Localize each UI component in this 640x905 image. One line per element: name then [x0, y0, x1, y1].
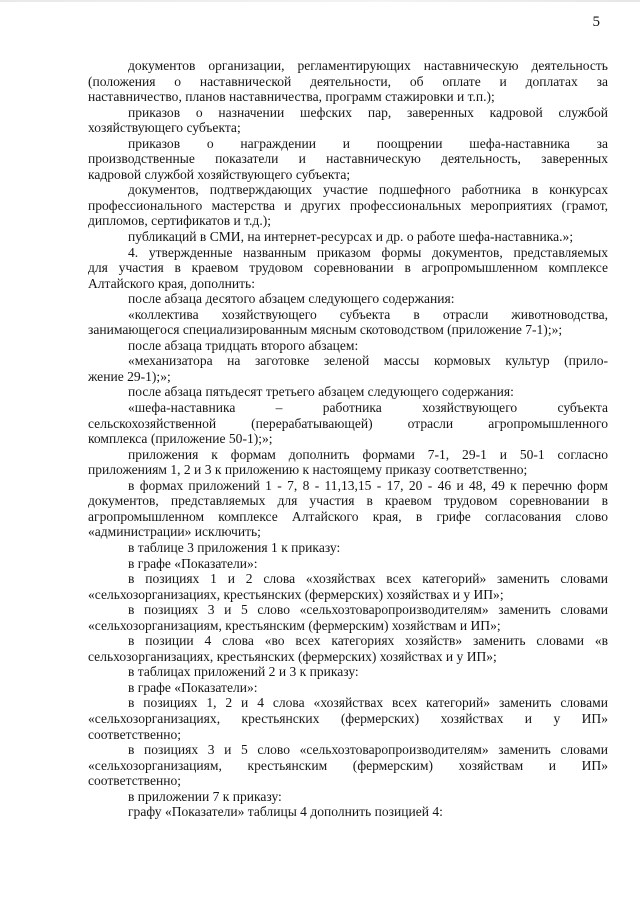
text-line: в формах приложений 1 - 7, 8 - 11,13,15 - 17, 20 - 46 и 48, 49 к перечню форм — [128, 477, 608, 493]
text-line: в таблицах приложений 2 и 3 к приказу: — [128, 664, 359, 680]
text-line: «механизатора на заготовке зеленой массы кормовых культур (прило- — [128, 353, 608, 369]
text-line: графу «Показатели» таблицы 4 дополнить позицией 4: — [128, 804, 443, 820]
text-line: «администрации» исключить; — [88, 524, 261, 540]
text-line: в таблице 3 приложения 1 к приказу: — [128, 539, 341, 555]
text-line: приложениям 1, 2 и 3 к приложению к настоящему приказу соответственно; — [88, 462, 528, 478]
page-number: 5 — [592, 14, 600, 30]
document-body — [88, 58, 608, 820]
scan-edge — [0, 0, 640, 2]
text-line: в позициях 1, 2 и 4 слова «хозяйствах всех категорий» заменить словами — [128, 695, 608, 711]
text-line: кадровой службой хозяйствующего субъекта; — [88, 166, 351, 182]
text-line: после абзаца тридцать второго абзацем: — [128, 337, 359, 353]
text-line: публикаций в СМИ, на интернет-ресурсах и др. о работе шефа-наставника.»; — [128, 229, 574, 245]
text-line: профессионального мастерства и других профессиональных мероприятиях (грамот, — [88, 197, 608, 213]
text-line: приказов о награждении и поощрении шефа-наставника за — [128, 135, 608, 151]
text-line: в позициях 3 и 5 слово «сельхозтоваропроизводителям» заменить словами — [128, 742, 608, 758]
text-line: дипломов, сертификатов и т.д.); — [88, 213, 271, 229]
text-line: занимающегося специализированным мясным скотоводством (приложение 7-1);»; — [88, 322, 563, 338]
text-line: документов, представляемых для участия в краевом трудовом соревновании в — [88, 493, 608, 509]
text-line: производственные показатели и наставническую деятельность, заверенных — [88, 151, 608, 167]
text-line: приложения к формам дополнить формами 7-1, 29-1 и 50-1 согласно — [128, 446, 608, 462]
text-line: «сельхозорганизациях, крестьянских (фермерских) хозяйствах и у ИП»; — [88, 586, 504, 602]
text-line: в графе «Показатели»: — [128, 679, 258, 695]
text-line: комплекса (приложение 50-1);»; — [88, 431, 273, 447]
text-line: в графе «Показатели»: — [128, 555, 258, 571]
text-line: сельхозорганизациях, крестьянских (фермерских) хозяйствах и у ИП»; — [88, 648, 497, 664]
text-line: наставничество, планов наставничества, программ стажировки и т.п.); — [88, 89, 495, 105]
text-line: документов организации, регламентирующих наставническую деятельность — [128, 58, 608, 73]
text-line: сельскохозяйственной (перерабатывающей) отрасли агропромышленного — [88, 415, 608, 431]
text-line: в позициях 3 и 5 слово «сельхозтоваропроизводителям» заменить словами — [128, 602, 608, 618]
text-line: (положения о наставнической деятельности, об оплате и доплатах за — [88, 73, 608, 89]
text-line: в приложении 7 к приказу: — [128, 788, 282, 804]
text-line: Алтайского края, дополнить: — [88, 275, 255, 291]
text-line: «шефа-наставника – работника хозяйствующего субъекта — [128, 400, 608, 416]
text-line: после абзаца пятьдесят третьего абзацем следующего содержания: — [128, 384, 514, 400]
text-line: соответственно; — [88, 773, 182, 789]
text-line: 4. утвержденные названным приказом формы документов, представляемых — [128, 244, 608, 260]
text-line: после абзаца десятого абзацем следующего содержания: — [128, 291, 455, 307]
text-line: «коллектива хозяйствующего субъекта в отрасли животноводства, — [128, 306, 608, 322]
text-line: хозяйствующего субъекта; — [88, 120, 241, 136]
text-line: «сельхозорганизациям, крестьянским (фермерским) хозяйствам и ИП» — [88, 757, 608, 773]
text-line: жение 29-1);»; — [88, 368, 171, 384]
text-line: документов, подтверждающих участие подшефного работника в конкурсах — [128, 182, 608, 198]
text-line: в позиции 4 слова «во всех категориях хозяйств» заменить словами «в — [128, 633, 608, 649]
text-line: в позициях 1 и 2 слова «хозяйствах всех категорий» заменить словами — [128, 571, 608, 587]
text-line: агропромышленном комплексе Алтайского края, в грифе согласования слово — [88, 508, 608, 524]
text-line: приказов о назначении шефских пар, заверенных кадровой службой — [128, 104, 608, 120]
text-line: соответственно; — [88, 726, 182, 742]
text-line: «сельхозорганизациях, крестьянских (фермерских) хозяйствах и у ИП» — [88, 710, 608, 726]
text-line: для участия в краевом трудовом соревновании в агропромышленном комплексе — [88, 260, 608, 276]
text-line: «сельхозорганизациям, крестьянским (фермерским) хозяйствам и ИП»; — [88, 617, 501, 633]
